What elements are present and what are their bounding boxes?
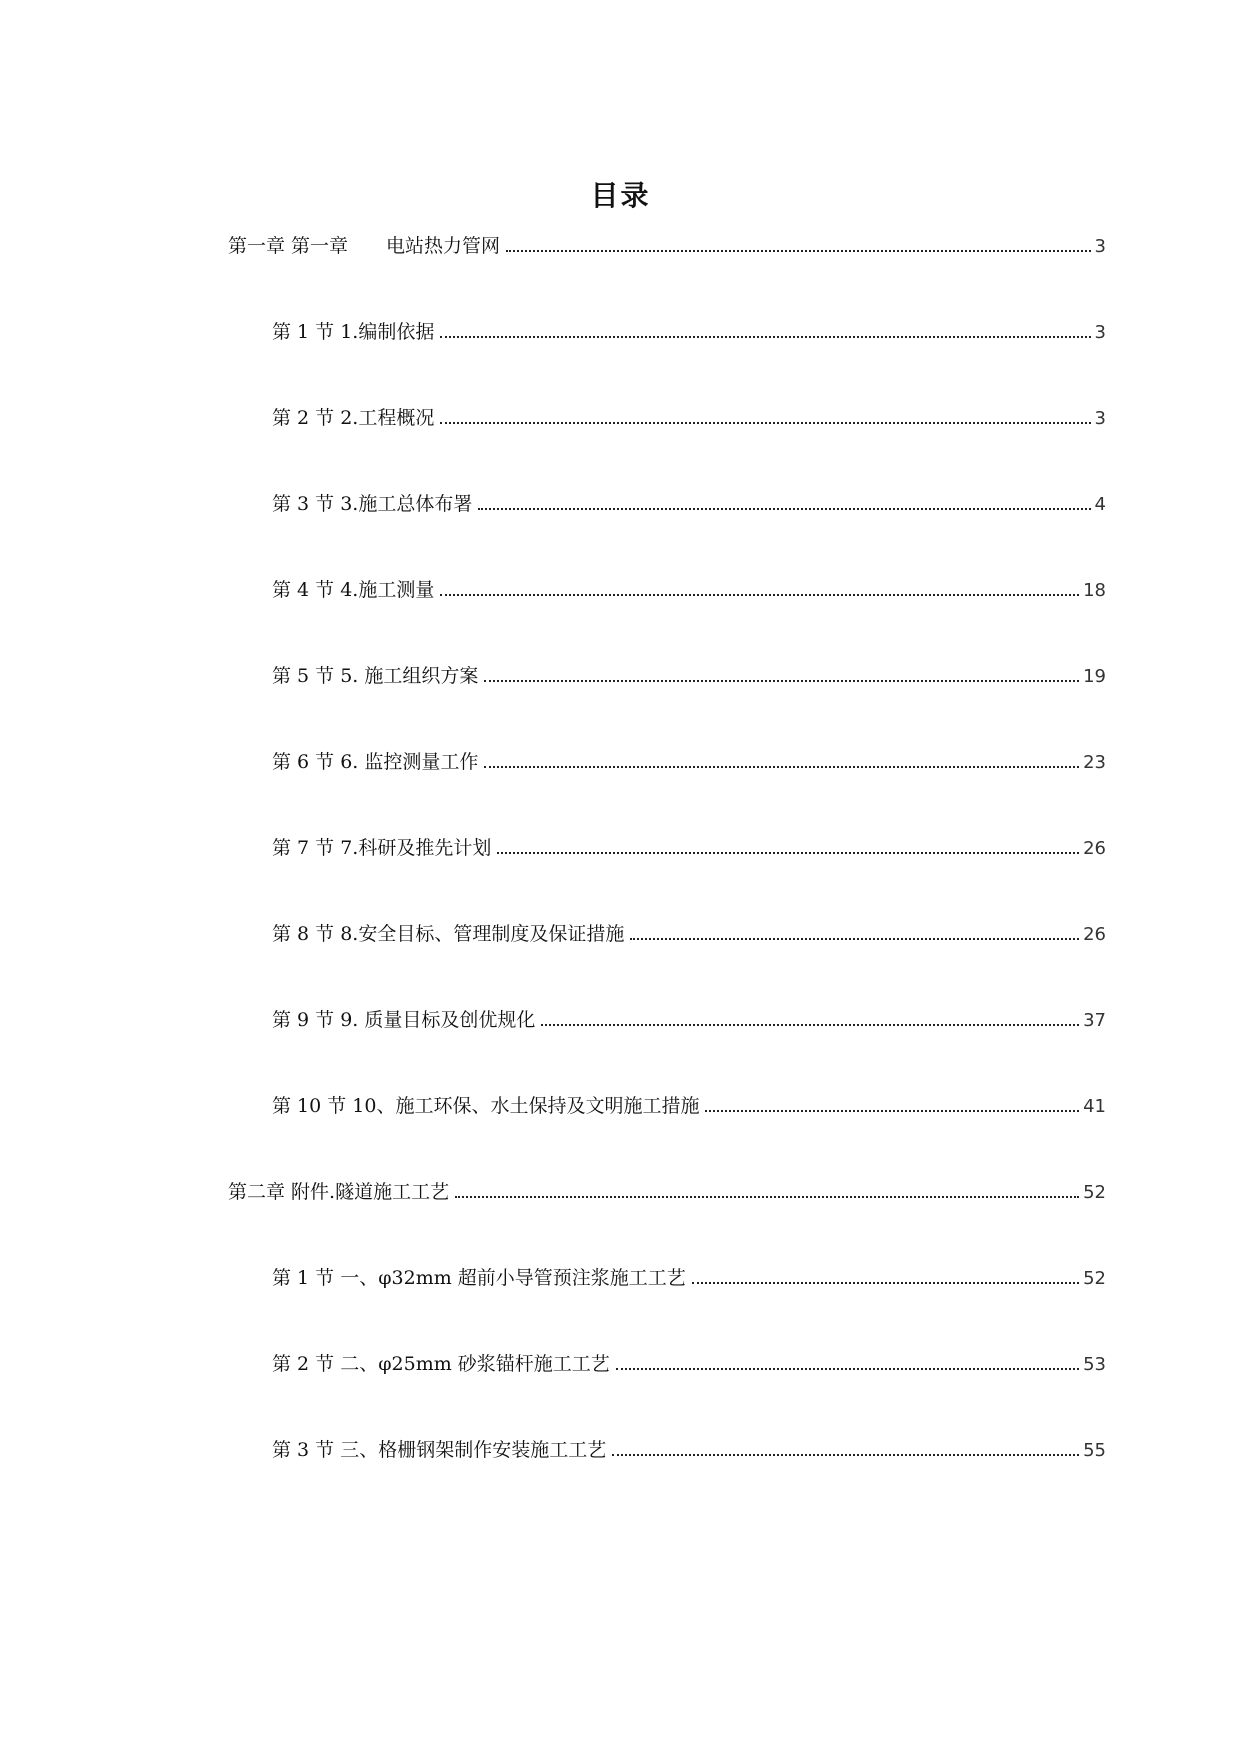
toc-entry-page: 18 xyxy=(1083,580,1106,601)
toc-entry-label: 第 1 节 1.编制依据 xyxy=(272,321,435,343)
toc-entry-label: 第 3 节 3.施工总体布署 xyxy=(272,493,473,515)
toc-entry[interactable] xyxy=(272,834,1106,863)
toc-entry-page: 26 xyxy=(1083,838,1106,859)
dot-leader xyxy=(541,1024,1079,1026)
toc-entry[interactable] xyxy=(272,490,1106,519)
dot-leader xyxy=(484,766,1079,768)
toc-entry-page: 55 xyxy=(1083,1440,1106,1461)
toc-entry-label: 第 5 节 5. 施工组织方案 xyxy=(272,665,479,687)
dot-leader xyxy=(484,680,1079,682)
dot-leader xyxy=(506,250,1091,252)
dot-leader xyxy=(692,1282,1079,1284)
toc-entry[interactable] xyxy=(228,1178,1106,1207)
toc-entry-page: 3 xyxy=(1094,236,1106,257)
toc-entry-label: 第 6 节 6. 监控测量工作 xyxy=(272,751,479,773)
toc-entry-label: 第 10 节 10、施工环保、水土保持及文明施工措施 xyxy=(272,1095,700,1117)
toc-entry[interactable] xyxy=(228,232,1106,261)
toc-entry-page: 3 xyxy=(1094,322,1106,343)
page-title: 目录 xyxy=(590,179,651,212)
dot-leader xyxy=(612,1454,1079,1456)
toc-entry-page: 26 xyxy=(1083,924,1106,945)
toc-entry[interactable] xyxy=(272,318,1106,347)
dot-leader xyxy=(455,1196,1079,1198)
toc-entry-label: 第 1 节 一、φ32mm 超前小导管预注浆施工工艺 xyxy=(272,1267,686,1289)
dot-leader xyxy=(616,1368,1079,1370)
toc-entry-label: 第 4 节 4.施工测量 xyxy=(272,579,435,601)
toc-entry-page: 41 xyxy=(1083,1096,1106,1117)
toc-entry[interactable] xyxy=(272,576,1106,605)
toc-entry[interactable] xyxy=(272,1006,1106,1035)
toc-entry-page: 3 xyxy=(1094,408,1106,429)
dot-leader xyxy=(440,336,1090,338)
dot-leader xyxy=(440,594,1079,596)
dot-leader xyxy=(705,1110,1079,1112)
dot-leader xyxy=(440,422,1090,424)
toc-entry-label: 第 2 节 2.工程概况 xyxy=(272,407,435,429)
toc-entry[interactable] xyxy=(272,748,1106,777)
toc-entry-label: 第 2 节 二、φ25mm 砂浆锚杆施工工艺 xyxy=(272,1353,610,1375)
dot-leader xyxy=(630,938,1079,940)
toc-entry[interactable] xyxy=(272,1436,1106,1465)
toc-entry[interactable] xyxy=(272,1350,1106,1379)
toc-entry[interactable] xyxy=(272,1264,1106,1293)
toc-entry[interactable] xyxy=(272,920,1106,949)
dot-leader xyxy=(478,508,1090,510)
toc-entry-label: 第 9 节 9. 质量目标及创优规化 xyxy=(272,1009,536,1031)
dot-leader xyxy=(497,852,1079,854)
toc-entry-label: 第一章 第一章 电站热力管网 xyxy=(228,235,501,257)
toc-entry-label: 第 3 节 三、格栅钢架制作安装施工工艺 xyxy=(272,1439,607,1461)
toc-entry-page: 52 xyxy=(1083,1182,1106,1203)
toc-entry-page: 37 xyxy=(1083,1010,1106,1031)
toc-entry[interactable] xyxy=(272,1092,1106,1121)
toc-entry[interactable] xyxy=(272,404,1106,433)
toc-entry-label: 第 7 节 7.科研及推先计划 xyxy=(272,837,492,859)
toc-entry-page: 52 xyxy=(1083,1268,1106,1289)
toc-entry-page: 4 xyxy=(1094,494,1106,515)
toc-entry-label: 第二章 附件.隧道施工工艺 xyxy=(228,1181,450,1203)
toc-entry-page: 19 xyxy=(1083,666,1106,687)
toc-entry-page: 53 xyxy=(1083,1354,1106,1375)
toc-entry[interactable] xyxy=(272,662,1106,691)
toc-entry-label: 第 8 节 8.安全目标、管理制度及保证措施 xyxy=(272,923,625,945)
toc-entry-page: 23 xyxy=(1083,752,1106,773)
